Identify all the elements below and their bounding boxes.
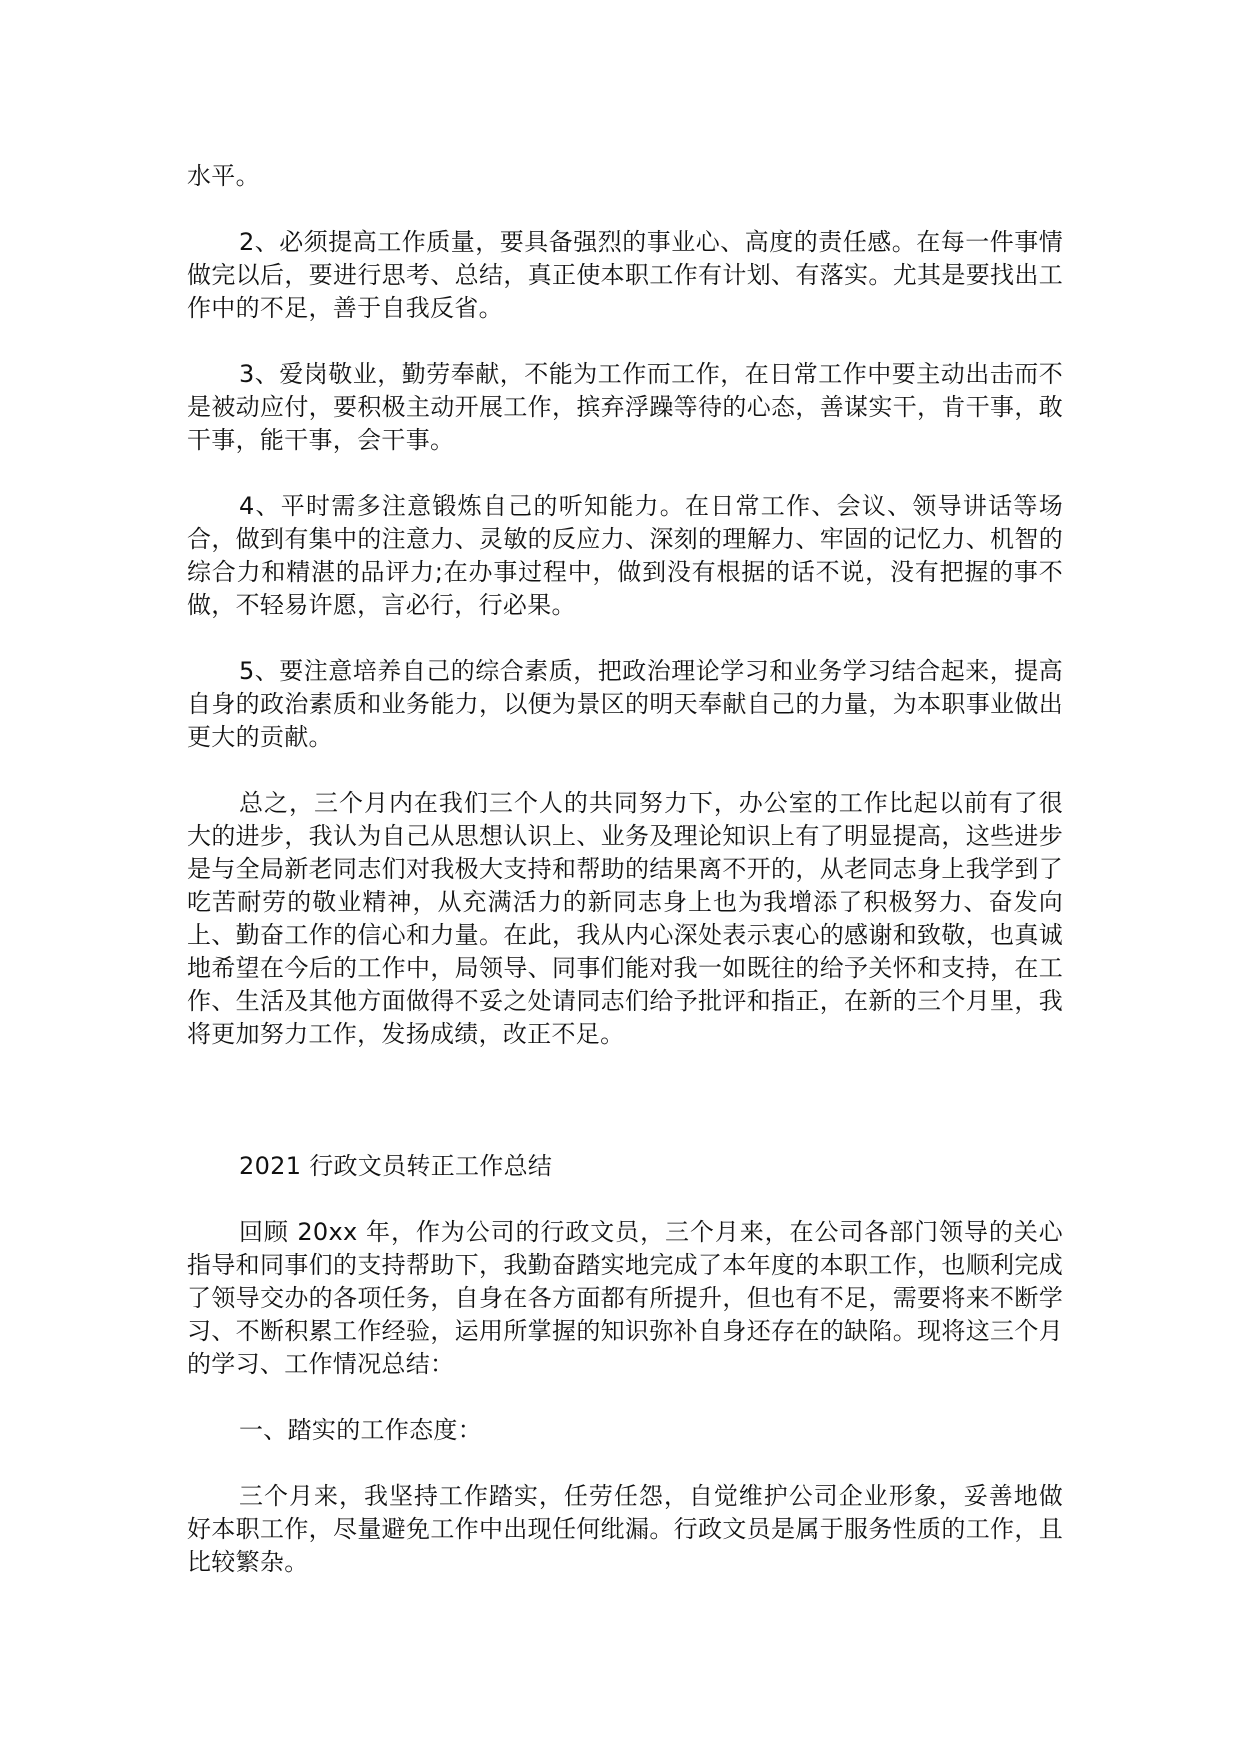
section-heading-1: 一、踏实的工作态度： <box>239 1416 482 1444</box>
paragraph-conclusion: 总之，三个月内在我们三个人的共同努力下，办公室的工作比起以前有了很大的进步，我认为自己从思想认识上、业务及理论知识上有了明显提高，这些进步是与全局新老同志们对我极大支持和帮助的结果离不开的，从老同志身上我学到了吃苦耐劳的敬业精神，从充满活力的新同志身上也为我增添了积极努力、奋发向上、勤奋工作的信心和力量。在此，我从内心深处表示衷心的感谢和致敬，也真诚地希望在今后的工作中，局领导、同事们能对我一如既往的给予关怀和支持，在工作、生活及其他方面做得不妥之处请同志们给予批评和指正，在新的三个月里，我将更加努力工作，发扬成绩，改正不足。 <box>187 789 1063 1048</box>
paragraph-item-3: 3、爱岗敬业，勤劳奉献，不能为工作而工作，在日常工作中要主动出击而不是被动应付，要积极主动开展工作，摈弃浮躁等待的心态，善谋实干，肯干事，敢干事，能干事，会干事。 <box>187 360 1063 454</box>
paragraph-item-2: 2、必须提高工作质量，要具备强烈的事业心、高度的责任感。在每一件事情做完以后，要进行思考、总结，真正使本职工作有计划、有落实。尤其是要找出工作中的不足，善于自我反省。 <box>187 228 1063 322</box>
paragraph-continuation: 水平。 <box>187 162 260 190</box>
section-title: 2021 行政文员转正工作总结 <box>239 1152 553 1180</box>
paragraph-item-5: 5、要注意培养自己的综合素质，把政治理论学习和业务学习结合起来，提高自身的政治素质和业务能力，以便为景区的明天奉献自己的力量，为本职事业做出更大的贡献。 <box>187 657 1063 751</box>
section-intro-paragraph: 回顾 20xx 年，作为公司的行政文员，三个月来，在公司各部门领导的关心指导和同事们的支持帮助下，我勤奋踏实地完成了本年度的本职工作，也顺利完成了领导交办的各项任务，自身在各方面都有所提升，但也有不足，需要将来不断学习、不断积累工作经验，运用所掌握的知识弥补自身还存在的缺陷。现将这三个月的学习、工作情况总结： <box>187 1218 1063 1378</box>
document-page <box>187 160 1063 1579</box>
section-body-paragraph: 三个月来，我坚持工作踏实，任劳任怨，自觉维护公司企业形象，妥善地做好本职工作，尽量避免工作中出现任何纰漏。行政文员是属于服务性质的工作，且比较繁杂。 <box>187 1482 1063 1576</box>
paragraph-item-4: 4、平时需多注意锻炼自己的听知能力。在日常工作、会议、领导讲话等场合，做到有集中的注意力、灵敏的反应力、深刻的理解力、牢固的记忆力、机智的综合力和精湛的品评力;在办事过程中，做到没有根据的话不说，没有把握的事不做，不轻易许愿，言必行，行必果。 <box>187 492 1063 619</box>
